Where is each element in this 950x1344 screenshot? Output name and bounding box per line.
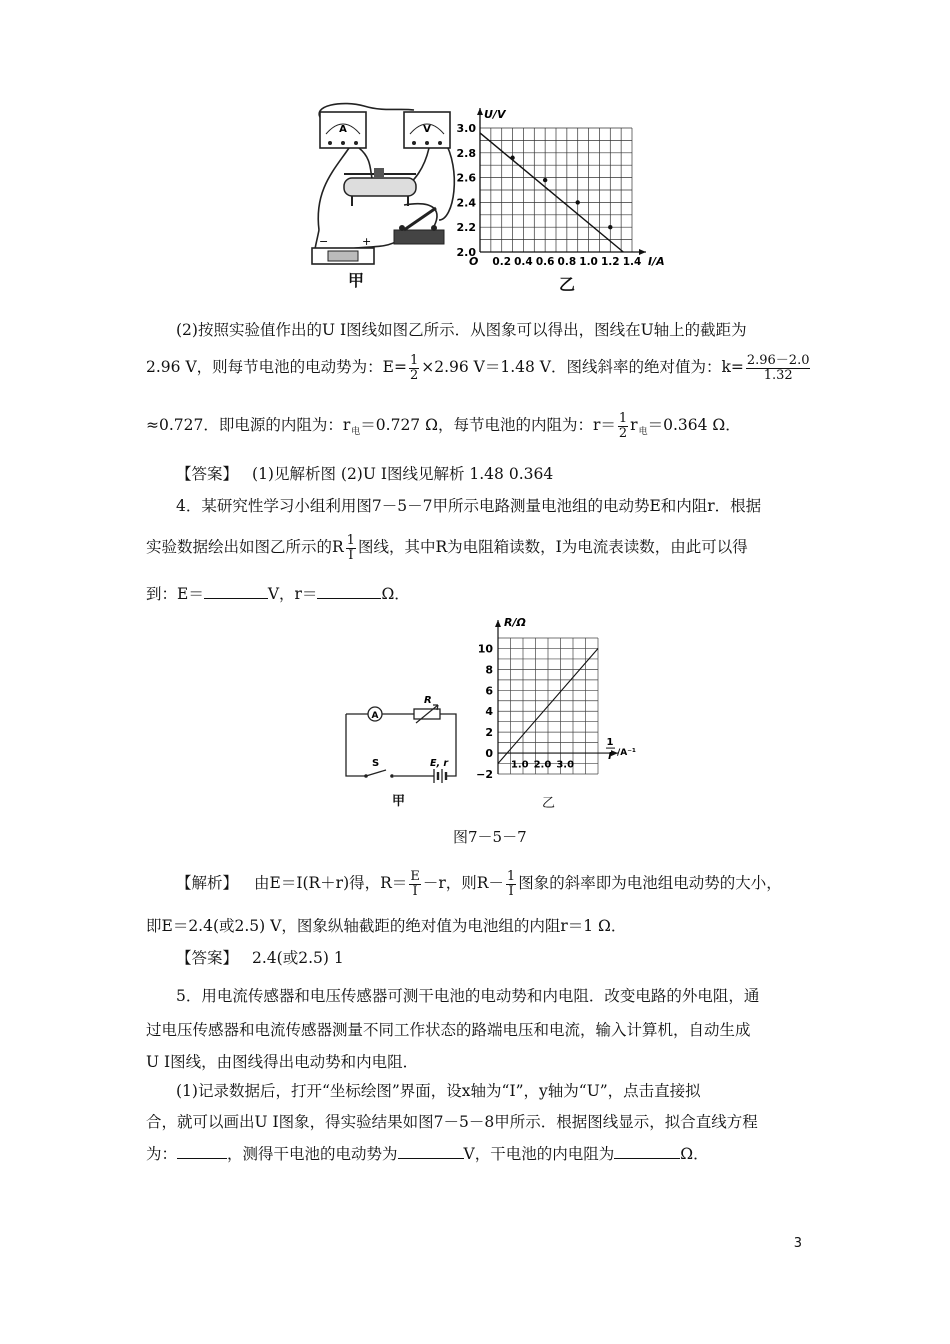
figure2-label-yi: 乙 — [542, 796, 556, 811]
svg-text:A: A — [371, 711, 379, 721]
voltmeter-icon — [404, 112, 450, 148]
answer3: 【答案】 (1)见解析图 (2)U I图线见解析 1.48 0.364 — [176, 465, 554, 483]
answer-blank-E — [204, 585, 268, 599]
x-axis-label-den: I — [608, 751, 612, 763]
x-axis-label-num: 1 — [606, 737, 614, 749]
y-tick-label: 2.8 — [456, 146, 476, 160]
variable-resistor-icon — [414, 695, 440, 723]
y-tick-label: 2.2 — [456, 221, 476, 235]
rheostat-icon — [344, 168, 416, 206]
figure1-label-yi: 乙 — [559, 275, 576, 294]
battery-minus: − — [319, 235, 329, 248]
q5-part1-line3: 为： ，测得干电池的电动势为 V，干电池的内电阻为 Ω． — [146, 1145, 709, 1163]
fraction-half-2: $\frac{1}{2}$ — [618, 411, 628, 441]
answer-blank-emf — [398, 1145, 464, 1159]
x-tick-label: 2.0 — [533, 759, 552, 771]
y-axis-arrow — [477, 108, 483, 115]
q4-line2: 实验数据绘出如图乙所示的R $\frac{1}{I}$ 图线，其中R为电阻箱读数，I为电流表读数，由此可以得 — [146, 533, 748, 563]
svg-text:S: S — [372, 758, 380, 769]
svg-text:R: R — [424, 695, 432, 706]
figure2-circuit-diagram — [336, 690, 466, 786]
fraction-one-over-i: $\frac{1}{I}$ — [346, 533, 355, 563]
answer-blank-equation — [177, 1145, 227, 1159]
q5-line2: 过电压传感器和电流传感器测量不同工作状态的路端电压和电流，输入计算机，自动生成 — [146, 1021, 751, 1039]
y-tick-label: 10 — [477, 642, 493, 656]
fraction-e-over-i: $\frac{E}{I}$ — [410, 869, 420, 899]
ammeter-label: A — [339, 124, 347, 135]
figure1-ui-chart — [448, 100, 678, 270]
data-point — [510, 156, 514, 160]
answer4: 【答案】 2.4(或2.5) 1 — [176, 949, 344, 967]
x-tick-label: 3.0 — [556, 759, 575, 771]
y-tick-label: 2.0 — [456, 246, 476, 259]
x-tick-label: 1.4 — [622, 256, 642, 268]
x-tick-label: 0.8 — [557, 256, 577, 268]
answer-blank-r — [317, 585, 381, 599]
q5-part1-line2: 合，就可以画出U I图象，得实验结果如图7－5－8甲所示．根据图线显示，拟合直线方程 — [146, 1113, 758, 1131]
fraction-slope: $\frac{2.96-2.0}{1.32}$ — [746, 353, 810, 383]
q5-line1: 5．用电流传感器和电压传感器可测干电池的电动势和内电阻．改变电路的外电阻，通 — [176, 987, 760, 1005]
y-axis-arrow — [495, 620, 501, 627]
q5-line3: U I图线，由图线得出电动势和内电阻． — [146, 1053, 419, 1071]
x-tick-label: 1.2 — [600, 256, 620, 268]
y-tick-label: 3.0 — [456, 122, 476, 135]
ammeter-symbol-icon — [368, 707, 382, 721]
ammeter-icon — [320, 112, 366, 148]
data-point — [543, 178, 547, 182]
battery-plus: + — [362, 235, 372, 248]
y-tick-label: 8 — [485, 663, 493, 677]
x-tick-label: 0.2 — [492, 256, 512, 268]
answer-blank-resistance — [614, 1145, 680, 1159]
x-axis-label: I/A — [648, 255, 665, 268]
q4-line3: 到：E＝ V，r＝ Ω． — [146, 585, 410, 603]
x-tick-label: 1.0 — [579, 256, 598, 268]
analysis4-line2: 即E＝2.4(或2.5) V，图象纵轴截距的绝对值为电池组的内阻r＝1 Ω． — [146, 917, 627, 935]
y-axis-label: R/Ω — [504, 616, 526, 629]
voltmeter-label: V — [423, 124, 431, 135]
para2-line3: ≈0.727．即电源的内阻为：$r_电=0.727$ Ω，每节电池的内阻为：r＝ $\frac{1}{2}$ $r_电=0.364$ Ω． — [146, 411, 741, 441]
para2-line2: 2.96 V，则每节电池的电动势为：E= $\frac{1}{2}$ ×2.96 V＝1.48 V．图线斜率的绝对值为：k= $\frac{2.96-2.0}{1.32}$ — [146, 353, 810, 383]
figure1-label-jia: 甲 — [348, 271, 365, 290]
data-point — [608, 225, 612, 229]
figure1-circuit-photo — [304, 100, 464, 280]
battery-icon — [312, 235, 374, 264]
q4-line1: 4．某研究性学习小组利用图7－5－7甲所示电路测量电池组的电动势E和内阻r．根据 — [176, 497, 762, 515]
origin-label: O — [469, 255, 479, 268]
y-tick-label: −2 — [476, 768, 493, 781]
y-tick-label: 6 — [485, 684, 493, 698]
y-tick-label: 2 — [485, 726, 493, 740]
figure2-r-chart — [474, 612, 684, 784]
svg-text:E, r: E, r — [430, 758, 449, 769]
figure2-label-jia: 甲 — [392, 794, 406, 809]
x-axis-arrow — [639, 249, 646, 255]
y-tick-label: 2.4 — [456, 196, 476, 210]
y-axis-label: U/V — [484, 108, 506, 121]
x-axis-label-unit: /A⁻¹ — [617, 748, 636, 759]
x-tick-label: 0.6 — [535, 256, 555, 268]
data-point — [576, 200, 580, 204]
y-tick-label: 0 — [485, 747, 493, 761]
figure2-caption: 图7－5－7 — [453, 828, 527, 846]
cell-symbol-icon — [430, 758, 449, 783]
para2-line1: (2)按照实验值作出的U I图线如图乙所示．从图象可以得出，图线在U轴上的截距为 — [176, 321, 747, 339]
x-tick-label: 0.4 — [514, 256, 533, 268]
q5-part1-line1: (1)记录数据后，打开“坐标绘图”界面，设x轴为“I”，y轴为“U”，点击直接拟 — [176, 1082, 701, 1100]
fraction-half: $\frac{1}{2}$ — [409, 353, 419, 383]
fraction-one-over-i-2: $\frac{1}{I}$ — [506, 869, 516, 899]
analysis4-line1: 【解析】 由E＝I(R＋r)得，R＝ $\frac{E}{I}$ －r，则R－ $\frac{1}{I}$ 图象的斜率即为电池组电动势的大小， — [176, 869, 782, 899]
y-tick-label: 4 — [485, 705, 493, 719]
page-number: 3 — [793, 1236, 802, 1251]
x-tick-label: 1.0 — [510, 759, 529, 771]
y-tick-label: 2.6 — [456, 171, 476, 185]
